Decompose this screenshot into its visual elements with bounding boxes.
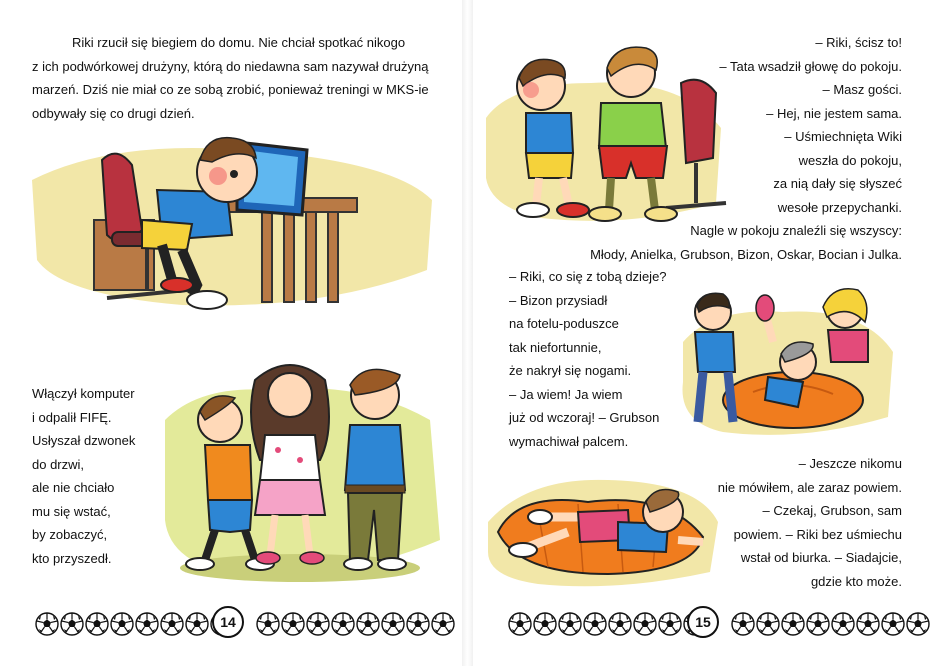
soccer-ball-icon <box>431 612 455 636</box>
soccer-ball-icon <box>185 612 209 636</box>
text-line: marzeń. Dziś nie miał co ze sobą zrobić, ponieważ treningi w MKS-ie <box>32 82 429 97</box>
text-line: – Masz gości. <box>822 82 902 97</box>
soccer-ball-icon <box>806 612 830 636</box>
text-line: za nią dały się słyszeć <box>773 176 902 191</box>
text-line: – Ja wiem! Ja wiem <box>509 386 623 402</box>
text-line: Włączył komputer <box>32 386 135 401</box>
text-line: z ich podwórkowej drużyny, którą do niedawna sam nazywał drużyną <box>32 58 429 74</box>
soccer-ball-icon <box>533 612 557 636</box>
illustration-boy-in-beanbag <box>478 462 723 592</box>
text-line: nie mówiłem, ale zaraz powiem. <box>717 479 902 495</box>
soccer-ball-icon <box>60 612 84 636</box>
text-line: do drzwi, <box>32 456 85 472</box>
illustration-boy-at-computer <box>22 120 442 330</box>
soccer-ball-icon <box>85 612 109 636</box>
soccer-ball-icon <box>756 612 780 636</box>
soccer-ball-row-right <box>256 612 455 636</box>
soccer-ball-icon <box>356 612 380 636</box>
text-line: ale nie chciało <box>32 480 115 495</box>
text-line: – Hej, nie jestem sama. <box>766 105 902 121</box>
soccer-ball-icon <box>406 612 430 636</box>
text-line: odbywały się co drugi dzień. <box>32 105 195 121</box>
text-line: weszła do pokoju, <box>798 152 902 168</box>
soccer-ball-icon <box>906 612 930 636</box>
right-block-1 <box>472 31 902 266</box>
soccer-ball-icon <box>110 612 134 636</box>
soccer-ball-icon <box>583 612 607 636</box>
left-paragraph-1 <box>32 31 429 125</box>
soccer-ball-icon <box>508 612 532 636</box>
soccer-ball-icon <box>331 612 355 636</box>
soccer-ball-icon <box>731 612 755 636</box>
soccer-ball-icon <box>381 612 405 636</box>
soccer-ball-row-left <box>508 612 707 636</box>
soccer-ball-row-right <box>731 612 930 636</box>
soccer-ball-icon <box>256 612 280 636</box>
page-number-14: 14 <box>212 606 244 638</box>
text-line: – Uśmiechnięta Wiki <box>784 129 902 144</box>
text-line: Riki rzucił się biegiem do domu. Nie chciał spotkać nikogo <box>72 35 406 50</box>
soccer-ball-icon <box>35 612 59 636</box>
left-paragraph-2 <box>32 382 172 570</box>
text-line: że nakrył się nogami. <box>509 363 632 378</box>
text-line: mu się wstać, <box>32 503 111 519</box>
text-line: – Riki, co się z tobą dzieje? <box>509 269 667 284</box>
text-line: na fotelu-poduszce <box>509 316 619 331</box>
text-line: – Tata wsadził głowę do pokoju. <box>719 58 902 74</box>
text-line: powiem. – Riki bez uśmiechu <box>733 526 902 542</box>
text-line: wesołe przepychanki. <box>777 199 902 215</box>
text-line: kto przyszedł. <box>32 550 112 566</box>
text-line: – Bizon przysiadł <box>509 292 608 308</box>
soccer-ball-icon <box>281 612 305 636</box>
soccer-ball-icon <box>881 612 905 636</box>
text-line: Nagle w pokoju znaleźli się wszyscy: <box>690 223 902 238</box>
illustration-kids-on-beanbag <box>673 282 898 442</box>
right-page <box>473 0 935 666</box>
text-line: – Czekaj, Grubson, sam <box>762 503 902 518</box>
right-block-2 <box>509 265 699 453</box>
soccer-ball-icon <box>633 612 657 636</box>
soccer-ball-icon <box>306 612 330 636</box>
soccer-ball-icon <box>856 612 880 636</box>
soccer-ball-icon <box>781 612 805 636</box>
text-line: wymachiwał palcem. <box>509 433 629 449</box>
left-page <box>0 0 462 666</box>
text-line: i odpalił FIFĘ. <box>32 409 112 425</box>
text-line: tak niefortunnie, <box>509 339 602 355</box>
soccer-ball-icon <box>558 612 582 636</box>
text-line: – Jeszcze nikomu <box>798 456 902 471</box>
text-line: wstał od biurka. – Siadajcie, <box>740 550 902 565</box>
text-line: już od wczoraj! – Grubson <box>509 410 660 425</box>
text-line: – Riki, ścisz to! <box>815 35 902 50</box>
illustration-three-friends <box>160 350 445 585</box>
soccer-ball-icon <box>135 612 159 636</box>
soccer-ball-icon <box>608 612 632 636</box>
soccer-ball-icon <box>160 612 184 636</box>
text-line: Usłyszał dzwonek <box>32 433 136 448</box>
soccer-ball-icon <box>831 612 855 636</box>
soccer-ball-icon <box>658 612 682 636</box>
text-line: Młody, Anielka, Grubson, Bizon, Oskar, Bocian i Julka. <box>590 246 902 262</box>
text-line: by zobaczyć, <box>32 527 108 542</box>
text-line: gdzie kto może. <box>810 573 902 589</box>
page-number-15: 15 <box>687 606 719 638</box>
soccer-ball-row-left <box>35 612 234 636</box>
